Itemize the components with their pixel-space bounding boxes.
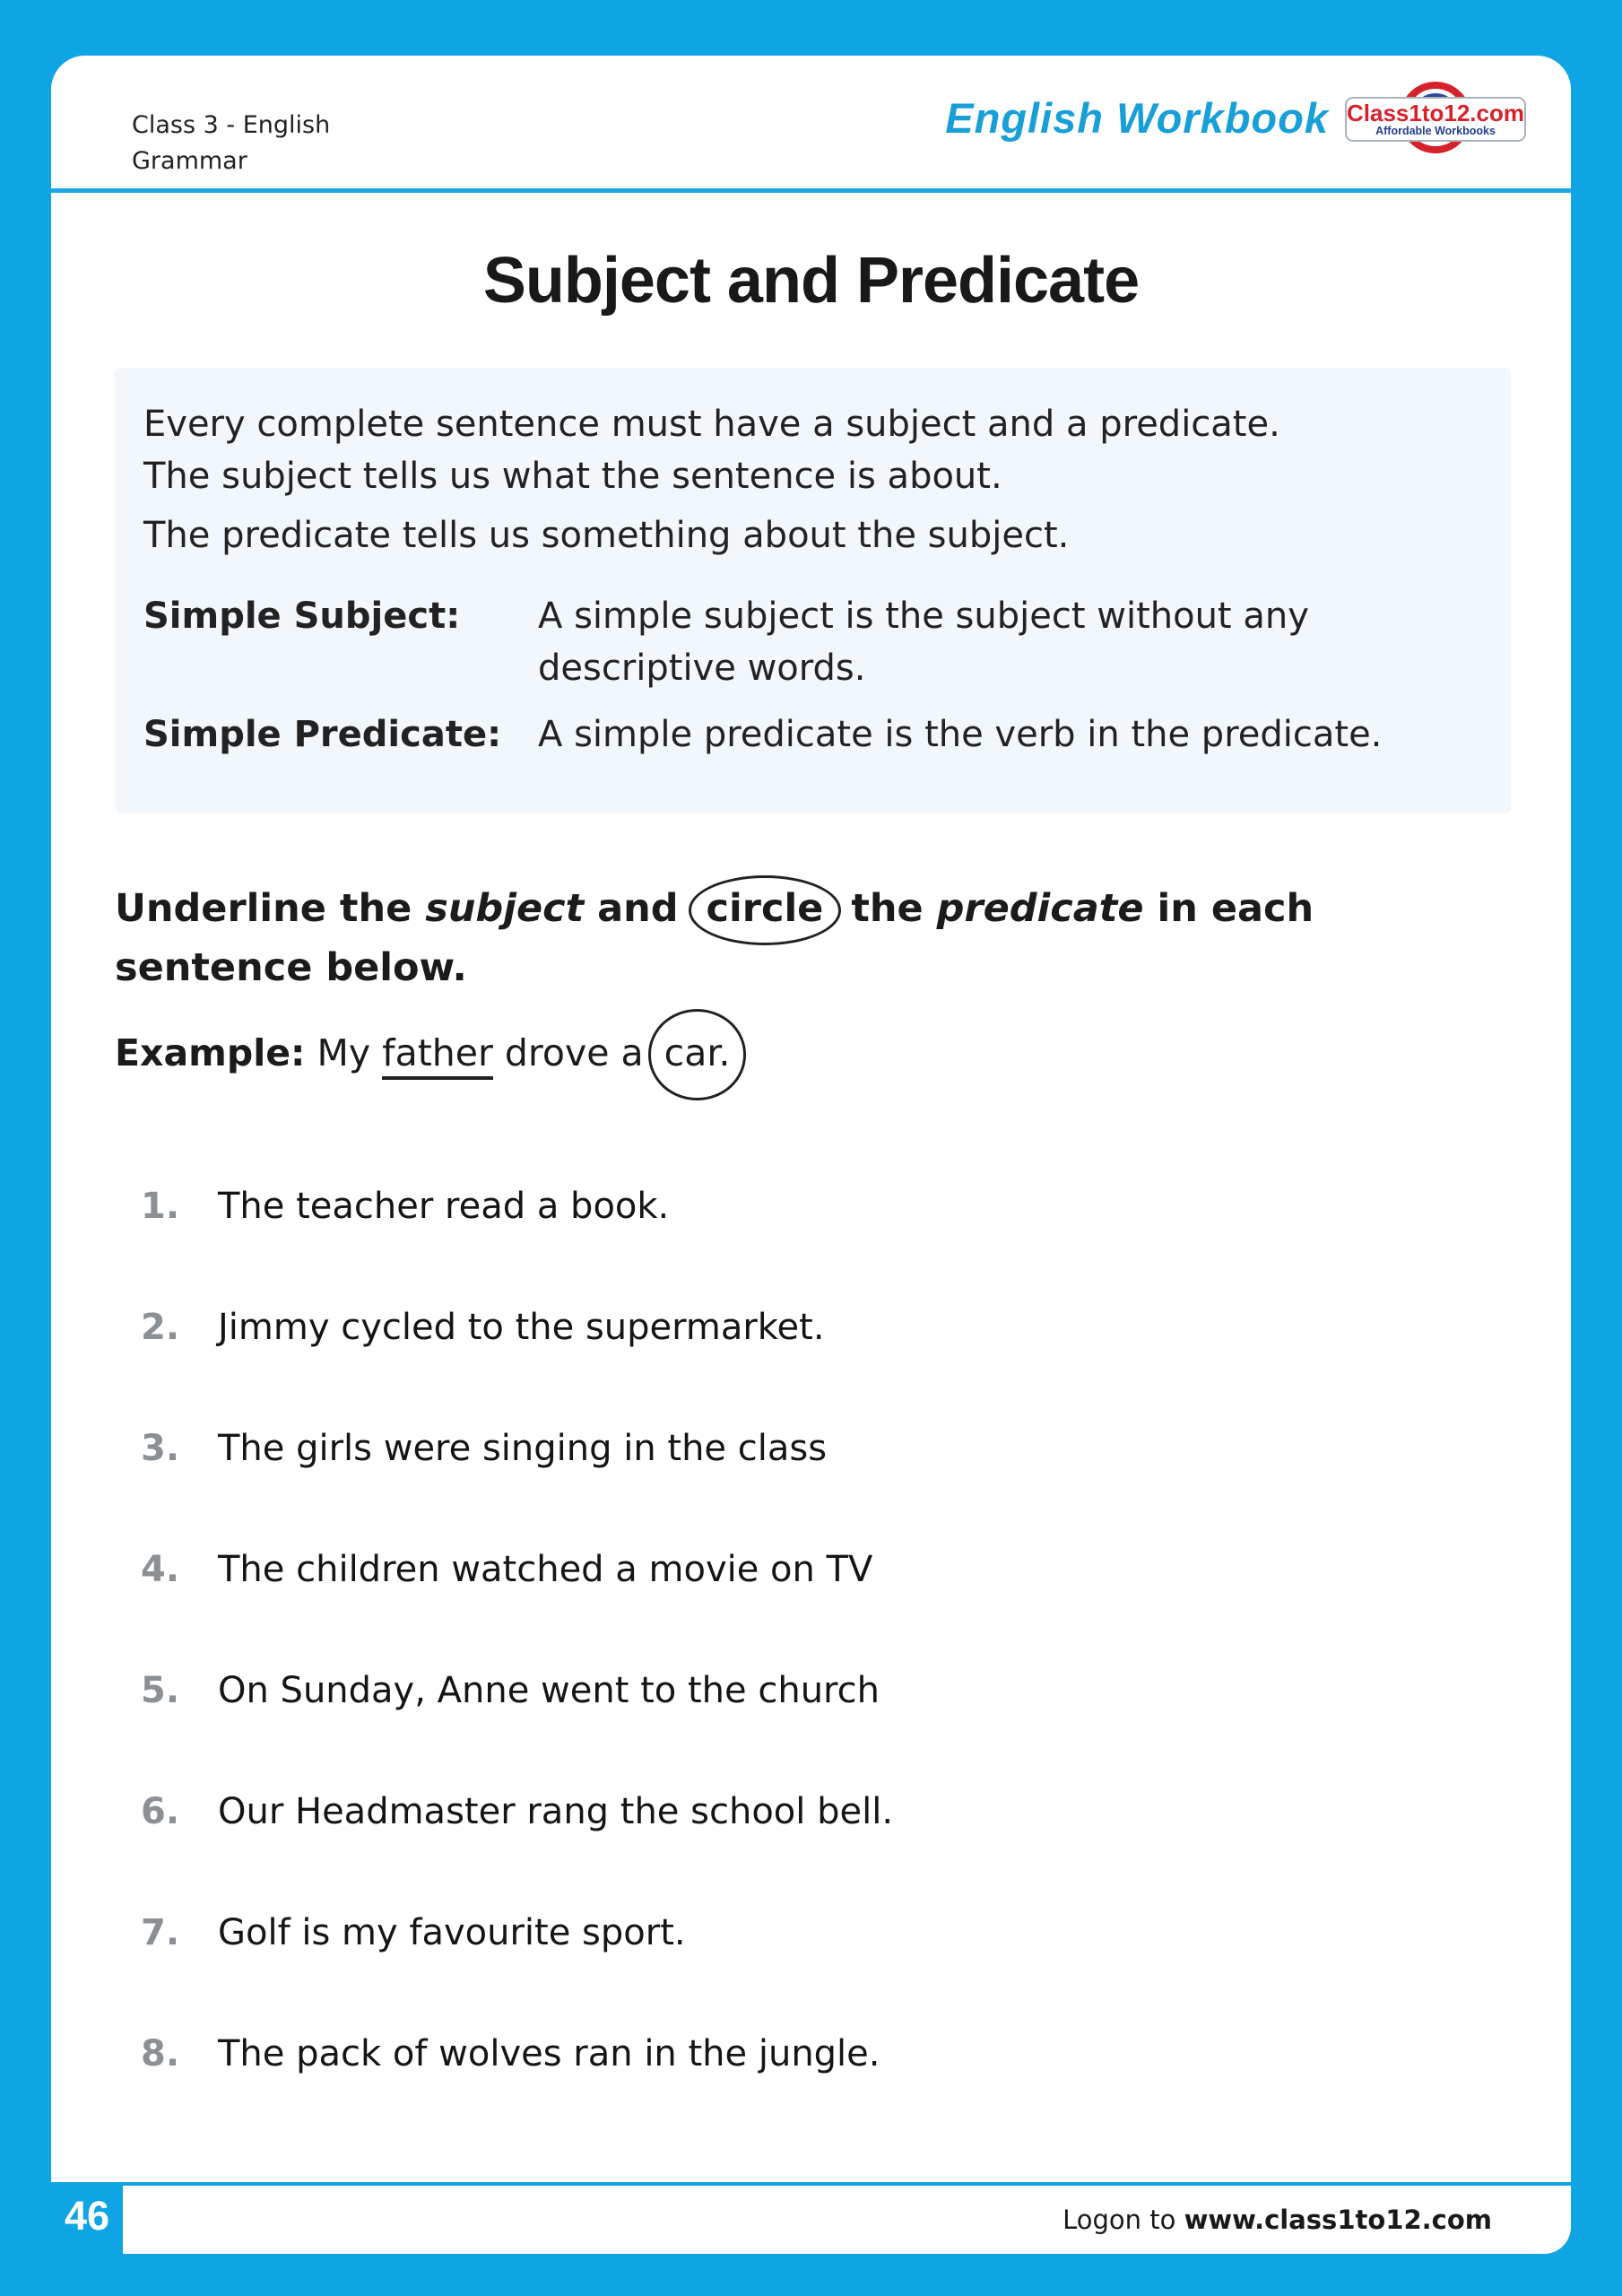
worksheet-page — [51, 56, 1571, 2182]
sentence-text: The girls were singing in the class — [218, 1428, 828, 1469]
sentence-item-3 — [141, 1424, 893, 1473]
sentence-text: The children watched a movie on TV — [218, 1549, 873, 1590]
logo-site-name: Class1to12.com — [1347, 99, 1524, 126]
sentence-text: Golf is my favourite sport. — [218, 1912, 686, 1953]
info-line-3: The predicate tells us something about the subject. — [143, 515, 1070, 556]
sentence-number: 6. — [141, 1791, 180, 1832]
example-label: Example: — [115, 1031, 306, 1074]
sentence-item-2 — [141, 1303, 893, 1352]
sentence-text: On Sunday, Anne went to the church — [218, 1670, 880, 1711]
sentence-item-5 — [141, 1666, 893, 1715]
logo-badge — [1345, 97, 1526, 142]
sentence-item-4 — [141, 1545, 893, 1594]
instruction-text: Underline the — [115, 886, 426, 931]
sentence-text: Our Headmaster rang the school bell. — [218, 1791, 894, 1832]
definition-text: A simple predicate is the verb in the predicate. — [538, 714, 1383, 755]
definition-term: Simple Subject: — [143, 596, 461, 637]
definition-row — [143, 709, 1479, 761]
spacer — [143, 561, 1479, 576]
info-line-2: The subject tells us what the sentence is about. — [143, 456, 1002, 497]
circled-word-circle: circle — [689, 875, 842, 945]
example-text: My — [305, 1031, 383, 1074]
page-title: Subject and Predicate — [482, 245, 1140, 317]
sentence-item-7 — [141, 1909, 893, 1957]
sentence-number: 3. — [141, 1428, 180, 1469]
sentence-item-8 — [141, 2030, 893, 2078]
subject-label: Grammar — [132, 147, 247, 175]
logo-tagline: Affordable Workbooks — [1375, 124, 1496, 137]
sentence-number: 4. — [141, 1549, 180, 1590]
footer-website: www.class1to12.com — [1184, 2205, 1492, 2235]
definition-term: Simple Predicate: — [143, 714, 502, 755]
example-text: drove a — [492, 1031, 655, 1074]
definition-row — [143, 590, 1479, 694]
footer-bar — [123, 2186, 1571, 2254]
spacer — [143, 502, 1479, 509]
footer-logon-prefix: Logon to — [1063, 2205, 1184, 2235]
example-underlined-word: father — [382, 1031, 493, 1080]
example-line — [115, 1026, 739, 1080]
definition-box — [115, 368, 1511, 813]
sentence-text: The teacher read a book. — [218, 1186, 670, 1227]
workbook-title: English Workbook — [945, 93, 1329, 142]
sentence-item-1 — [141, 1182, 893, 1231]
definition-text: A simple subject is the subject without any descriptive words. — [538, 596, 1309, 689]
sentence-item-6 — [141, 1787, 893, 1836]
exercise-instruction — [115, 879, 1451, 997]
header-left — [132, 108, 330, 179]
sentence-number: 5. — [141, 1670, 180, 1711]
page-number: 46 — [64, 2193, 110, 2239]
instruction-predicate-word: predicate — [936, 886, 1144, 931]
header-right — [945, 79, 1526, 161]
sentence-list — [141, 1182, 893, 2151]
example-circled-word: car. — [648, 1009, 747, 1100]
class1to12-logo — [1345, 79, 1526, 161]
class-label: Class 3 - English — [132, 111, 331, 139]
sentence-text: Jimmy cycled to the supermarket. — [218, 1307, 825, 1348]
sentence-number: 1. — [141, 1186, 180, 1227]
instruction-text: in each sentence below. — [115, 886, 1314, 990]
info-line-1: Every complete sentence must have a subject and a predicate. — [143, 404, 1280, 445]
instruction-text: the — [837, 886, 937, 931]
footer-logon-text — [1063, 2205, 1492, 2235]
sentence-number: 7. — [141, 1912, 180, 1953]
instruction-text: and — [584, 886, 692, 931]
header-divider — [51, 188, 1571, 193]
sentence-number: 2. — [141, 1307, 180, 1348]
sentence-number: 8. — [141, 2033, 180, 2074]
sentence-text: The pack of wolves ran in the jungle. — [218, 2033, 880, 2074]
instruction-subject-word: subject — [425, 886, 585, 931]
